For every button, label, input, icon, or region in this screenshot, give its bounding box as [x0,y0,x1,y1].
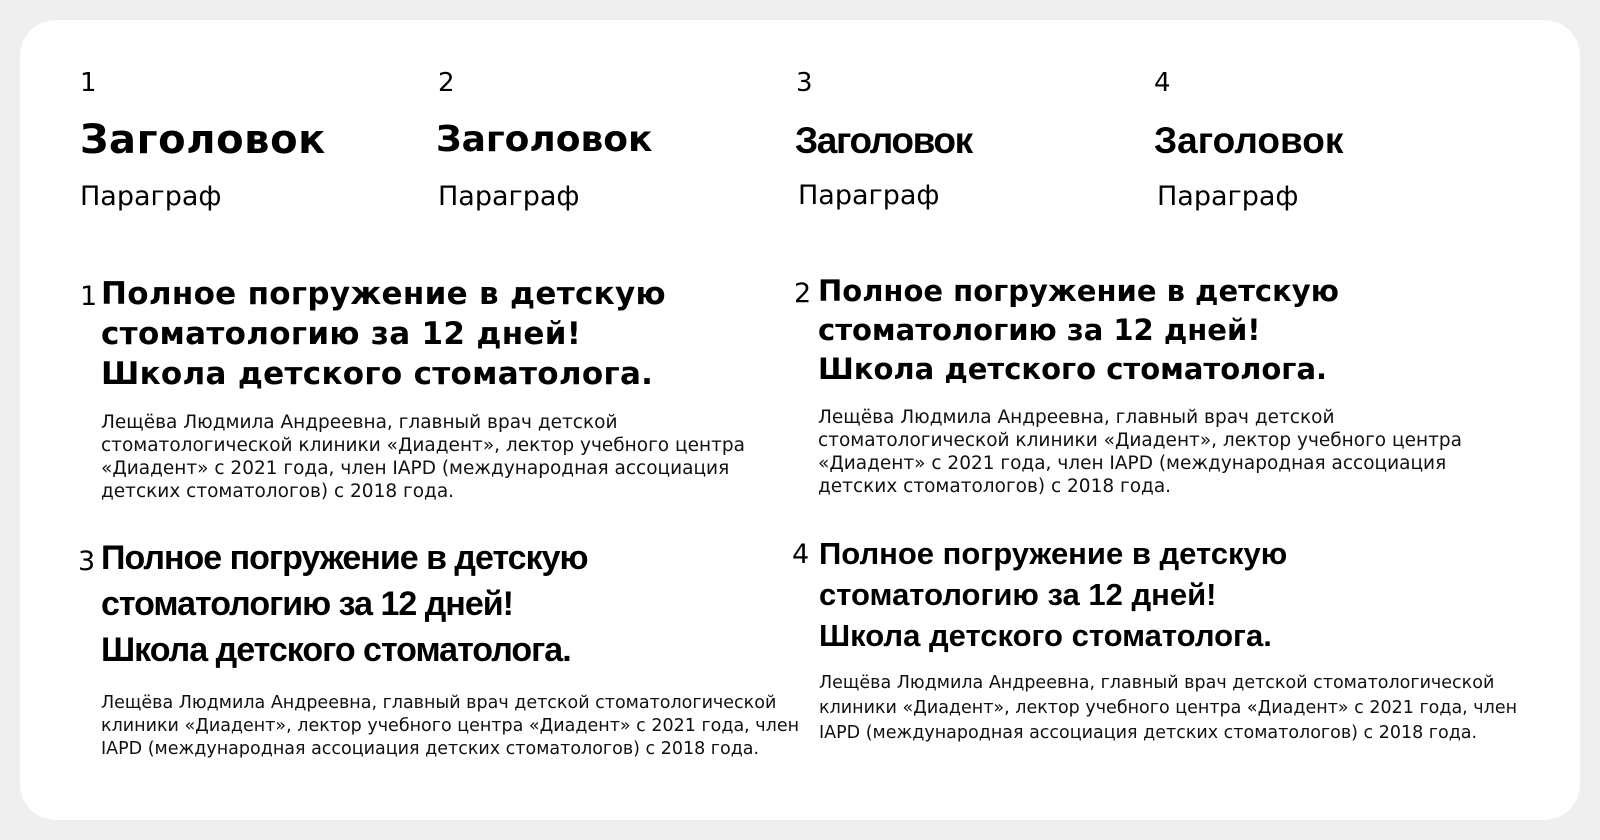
title-line: стоматологию за 12 дней! [819,577,1217,612]
block-title-3 [101,535,801,673]
sample-number-3: 3 [796,68,813,98]
title-line: Школа детского стоматолога. [101,631,571,669]
content-block-2 [818,272,1538,498]
block-title-4 [819,533,1539,656]
title-line: Школа детского стоматолога. [818,352,1328,386]
typography-card [20,20,1580,820]
sample-heading-2: Заголовок [436,119,653,160]
sample-paragraph-2: Параграф [438,181,580,212]
sample-paragraph-4: Параграф [1157,181,1299,212]
block-number-1: 1 [80,281,98,312]
title-line: Полное погружение в детскую [819,536,1288,571]
content-block-1 [101,274,801,503]
block-description-1 [101,411,801,503]
title-line: Полное погружение в детскую [101,276,666,312]
sample-number-2: 2 [438,68,455,98]
block-description-2 [818,406,1538,498]
sample-number-1: 1 [80,68,97,98]
sample-heading-4: Заголовок [1154,120,1344,161]
block-title-2 [818,272,1538,389]
desc-line: IAPD (международная ассоциация детских стоматологов) с 2018 года. [101,739,760,759]
sample-heading-3: Заголовок [795,120,972,161]
title-line: Полное погружение в детскую [818,274,1339,308]
desc-line: IAPD (международная ассоциация детских стоматологов) с 2018 года. [819,723,1478,743]
desc-line: детских стоматологов) с 2018 года. [818,476,1172,497]
sample-paragraph-3: Параграф [798,180,940,211]
block-number-3: 3 [78,546,96,577]
block-number-2: 2 [794,278,812,309]
content-block-4 [819,533,1539,746]
desc-line: Лещёва Людмила Андреевна, главный врач детской стоматологической [819,673,1495,693]
title-line: стоматологию за 12 дней! [101,585,513,623]
block-number-4: 4 [792,539,810,570]
title-line: Школа детского стоматолога. [101,356,654,392]
block-title-1 [101,274,801,394]
block-description-4 [819,671,1539,746]
desc-line: стоматологической клиники «Диадент», лектор учебного центра [818,430,1462,451]
desc-line: клиники «Диадент», лектор учебного центра «Диадент» с 2021 года, член [101,716,800,736]
desc-line: Лещёва Людмила Андреевна, главный врач детской стоматологической [101,693,777,713]
title-line: Полное погружение в детскую [101,539,588,577]
title-line: стоматологию за 12 дней! [818,313,1261,347]
title-line: Школа детского стоматолога. [819,618,1272,653]
sample-number-4: 4 [1154,68,1171,98]
desc-line: клиники «Диадент», лектор учебного центра «Диадент» с 2021 года, член [819,698,1518,718]
desc-line: Лещёва Людмила Андреевна, главный врач детской [101,412,618,433]
sample-paragraph-1: Параграф [80,181,222,212]
desc-line: детских стоматологов) с 2018 года. [101,481,455,502]
desc-line: стоматологической клиники «Диадент», лектор учебного центра [101,435,745,456]
content-block-3 [101,535,801,761]
sample-heading-1: Заголовок [80,117,326,163]
desc-line: «Диадент» с 2021 года, член IAPD (международная ассоциация [818,453,1447,474]
desc-line: «Диадент» с 2021 года, член IAPD (международная ассоциация [101,458,730,479]
block-description-3 [101,692,801,761]
title-line: стоматологию за 12 дней! [101,316,582,352]
desc-line: Лещёва Людмила Андреевна, главный врач детской [818,407,1335,428]
